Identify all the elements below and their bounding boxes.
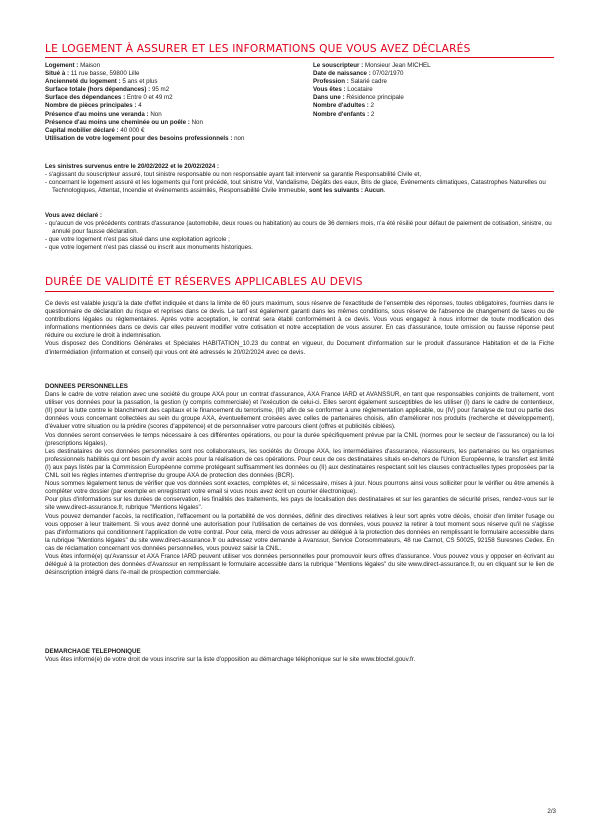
donnees-paragraph-destinataires: Les destinataires de vos données personnelles sont nos collaborateurs, les sociétés du Groupe AXA, les intermédiaires d'assurance, réassureurs, les partenaires ou les organismes professionnels habilités qui ont besoin d'y avoir accès pour la réalisation de ces opérations. Pour ceux de ces destinataires situés en-dehors de l'Union Européenne, le transfert est limité (I) aux pays listés par la Commission Européenne comme protégeant suffisamment les données ou (II) aux destinataires respectant soit les clauses contractuelles types proposées par la CNIL soit les règles internes d'entreprise du groupe AXA de protection des données (BCR). bbox=[45, 447, 554, 480]
field-surface-totale: Surface totale (hors dépendances) : 95 m2 bbox=[45, 86, 170, 94]
field-logement: Logement : Maison bbox=[45, 62, 101, 69]
donnees-block bbox=[45, 383, 554, 577]
field-adultes: Nombre d'adultes : 2 bbox=[313, 102, 374, 110]
sinistres-list bbox=[45, 171, 554, 195]
field-situe: Situé à : 11 rue basse, 59800 Lille bbox=[45, 70, 140, 78]
donnees-paragraph-prospection: Vous êtes informé(e) qu'Avanssur et AXA France IARD peuvent utiliser vos données personnelles pour promouvoir leurs offres d'assurance. Vous pouvez vous y opposer en écrivant au délégué à la protection des données d'Avanssur en remplissant le formulaire accessible dans la rubrique "Mentions légales" du site www.direct-assurance.fr, ou en cliquant sur le lien de désinscription intégré dans l'e-mail de prospection commerciale. bbox=[45, 552, 554, 577]
field-anciennete: Ancienneté du logement : 5 ans et plus bbox=[45, 78, 158, 86]
section-rule-validite bbox=[45, 291, 554, 292]
declaration-list bbox=[45, 220, 554, 252]
field-naissance: Date de naissance : 07/02/1970 bbox=[313, 70, 404, 78]
demarchage-heading: DEMARCHAGE TELEPHONIQUE bbox=[45, 648, 141, 655]
donnees-paragraph-exactitude: Nous sommes légalement tenus de vérifier que vos données sont exactes, complètes et, si nécessaire, mises à jour. Nous pourrons ainsi vous solliciter pour le vérifier ou être amenés à compléter votre dossier (par exemple en enregistrant votre email si vous nous avez écrit un courrier électronique). bbox=[45, 480, 554, 496]
field-cheminee: Présence d'au moins une cheminée ou un poêle : Non bbox=[45, 118, 203, 126]
demarchage-paragraph: Vous êtes informé(e) de votre droit de vous inscrire sur la liste d'opposition au démarchage téléphonique sur le site www.bloctel.gouv.fr. bbox=[45, 656, 416, 664]
donnees-heading: DONNEES PERSONNELLES bbox=[45, 383, 128, 390]
donnees-paragraph-droits: Vous pouvez demander l'accès, la rectification, l'effacement ou la portabilité de vos données, définir des directives relatives à leur sort après votre décès, choisir d'en limiter l'usage ou vous opposer à leur traitement. Si vous avez donné une autorisation pour l'utilisation de certaines de vos données, vous pouvez la retirer à tout moment sous réserve qu'il ne s'agisse pas d'informations qui conditionnent l'application de votre contrat. Pour cela, merci de vous adresser au délégué à la protection des données en remplissant le formulaire accessible dans la rubrique "Mentions légales" du site www.direct-assurance.fr ou adressez votre demande à Avanssur, Service Consommateurs, 48 rue Carnot, CS 50025, 92158 Suresnes Cedex. En cas de réclamation concernant vos données personnelles, vous pouvez saisir la CNIL. bbox=[45, 512, 554, 552]
sinistres-block bbox=[45, 163, 554, 195]
demarchage-block bbox=[45, 648, 554, 664]
page-number: 2/3 bbox=[547, 808, 556, 815]
souscripteur-fields bbox=[313, 62, 553, 119]
declaration-item-agricole: - que votre logement n'est pas situé dans une exploitation agricole ; bbox=[45, 236, 554, 244]
section-rule-logement bbox=[45, 57, 554, 58]
section-title-logement: LE LOGEMENT À ASSURER ET LES INFORMATIONS QUE VOUS AVEZ DÉCLARÉS bbox=[45, 43, 471, 55]
declaration-block bbox=[45, 212, 554, 252]
logement-fields bbox=[45, 62, 305, 143]
validite-paragraph: Ce devis est valable jusqu'à la date d'effet indiquée et dans la limite de 60 jours maximum, sous réserve de l'exactitude de l'ensemble des réponses, toutes obligatoires, fournies dans le questionnaire de déclaration du risque et reprises dans ce devis. Le tarif est également garanti dans les mêmes conditions, sous réserve de l'absence de changement de taxes ou de contributions légales ou réglementaires. Après votre acceptation, le contrat sera établi conformément à ce devis. Vous vous engagez à nous informer de toute modification des informations mentionnées dans ce devis car elles peuvent modifier votre cotisation et notre acceptation de vous assurer. En cas d'assurance, toute omission ou fausse réponse peut réduire ou exclure le droit à indemnisation. bbox=[45, 300, 554, 340]
validite-block bbox=[45, 300, 554, 357]
field-capital: Capital mobilier déclaré : 40 000 € bbox=[45, 126, 145, 134]
declaration-item-contrats: - qu'aucun de vos précédents contrats d'assurance (automobile, deux roues ou habitation) au cours de 36 derniers mois, n'a été résilié pour défaut de paiement de cotisation, sinistre, ou annulé pour fausse déclaration. bbox=[45, 220, 554, 236]
field-pieces: Nombre de pièces principales : 4 bbox=[45, 102, 142, 110]
field-souscripteur: Le souscripteur : Monsieur Jean MICHEL bbox=[313, 62, 431, 69]
field-statut: Vous êtes : Locataire bbox=[313, 86, 373, 94]
sinistres-item-rc: - s'agissant du souscripteur assuré, tout sinistre responsable ou non responsable ayant fait intervenir sa garantie Responsabilité Civile et, bbox=[45, 171, 554, 179]
field-residence: Dans une : Résidence principale bbox=[313, 94, 404, 102]
section-title-validite: DURÉE DE VALIDITÉ ET RÉSERVES APPLICABLES AU DEVIS bbox=[45, 276, 363, 288]
field-veranda: Présence d'au moins une veranda : Non bbox=[45, 110, 162, 118]
donnees-paragraph-informations: Pour plus d'informations sur les durées de conservation, les finalités des traitements, les pays de localisation des destinataires et sur les garanties de sécurité prises, rendez-vous sur le site www.direct-assurance.fr, rubrique "Mentions légales". bbox=[45, 496, 554, 512]
declaration-item-monuments: - que votre logement n'est pas classé ou inscrit aux monuments historiques. bbox=[45, 244, 554, 252]
donnees-paragraph-conservation: Vos données seront conservées le temps nécessaire à ces différentes opérations, ou pour la durée spécifiquement prévue par la CNIL (normes pour le secteur de l'assurance) ou la loi (prescriptions légales). bbox=[45, 431, 554, 447]
donnees-paragraph-utilisation: Dans le cadre de votre relation avec une société du groupe AXA pour un contrat d'assurance, AXA France IARD et AVANSSUR, en tant que responsables conjoints de traitement, vont utiliser vos données pour la passation, la gestion (y compris commerciale) et l'exécution de celui-ci. Elles seront également susceptibles de les utiliser (I) dans le cadre de contentieux, (II) pour la lutte contre le blanchiment des capitaux et le financement du terrorisme, (III) afin de se conformer à une réglementation applicable, ou (IV) pour l'analyse de tout ou partie des données vous concernant collectées au sein du groupe AXA, éventuellement croisées avec celles de partenaires choisis, afin d'améliorer nos produits (recherche et développement), d'évaluer votre situation ou la prédire (scores d'appétence) et de personnaliser votre parcours client (offres et publicités ciblées). bbox=[45, 391, 554, 431]
sinistres-heading: Les sinistres survenus entre le 20/02/2022 et le 20/02/2024 : bbox=[45, 163, 220, 170]
declaration-heading: Vous avez déclaré : bbox=[45, 212, 102, 219]
field-usage-pro: Utilisation de votre logement pour des besoins professionnels : non bbox=[45, 134, 245, 142]
conditions-paragraph: Vous disposez des Conditions Générales et Spéciales HABITATION_10.23 du contrat en vigueur, du Document d'information sur le produit d'assurance Habitation et de la Fiche d'intermédiation (information et conseil) qui vous ont été adressés le 20/02/2024 avec ce devis. bbox=[45, 340, 554, 356]
field-profession: Profession : Salarié cadre bbox=[313, 78, 387, 86]
field-surface-dependances: Surface des dépendances : Entre 0 et 49 m2 bbox=[45, 94, 173, 102]
sinistres-item-logement: - concernant le logement assuré et les logements qui l'ont précédé, tout sinistre Vol, Vandalisme, Dégâts des eaux, Bris de glace, Evénements climatiques, Catastrophes Naturelles ou Technologiques, Attentat, Incendie et événements assimilés, Responsabilité Civile Immeuble, sont les suivants : Aucun. bbox=[45, 179, 554, 195]
field-enfants: Nombre d'enfants : 2 bbox=[313, 110, 375, 118]
